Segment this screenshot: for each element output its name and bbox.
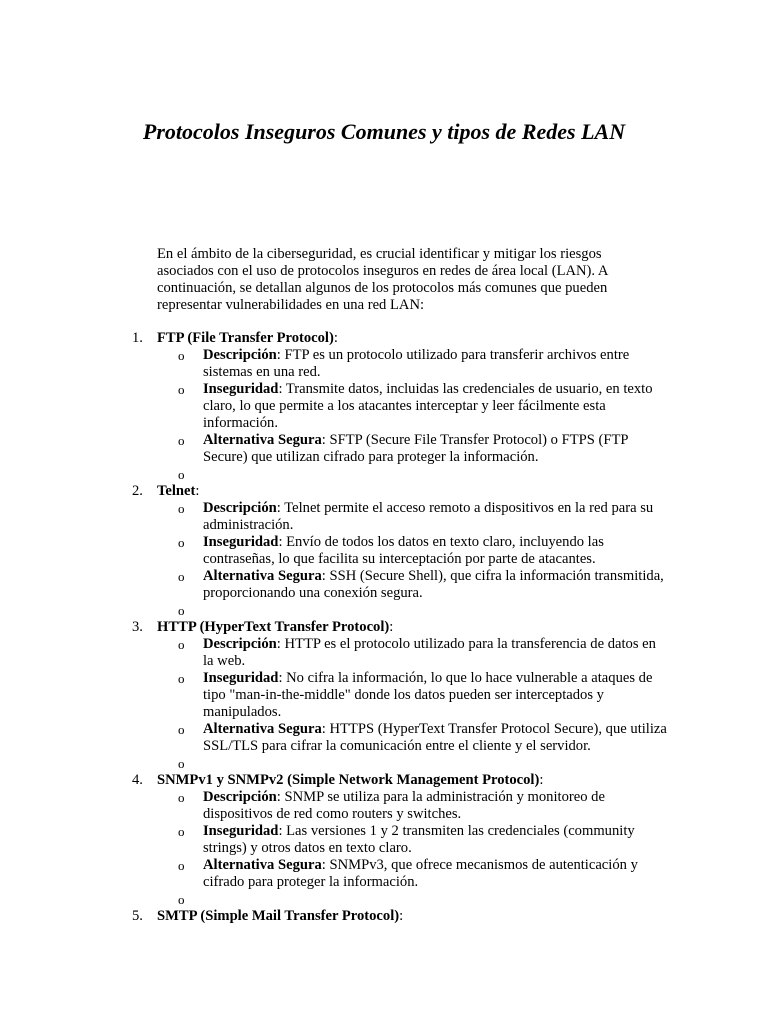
detail-description: [178, 636, 667, 670]
label-alternative: Alternativa Segura: [203, 432, 322, 448]
heading-colon: :: [389, 619, 394, 635]
protocol-heading: [157, 619, 667, 636]
bullet-icon: o: [178, 637, 185, 652]
bullet-icon: o: [178, 569, 185, 584]
label-separator: :: [276, 347, 285, 363]
heading-colon: :: [195, 483, 200, 499]
protocol-list: [132, 330, 667, 925]
bullet-icon: o: [178, 433, 185, 448]
detail-description: [178, 347, 667, 381]
insecurity-text: Las versiones 1 y 2 transmiten las credenciales (community strings) y otros datos en texto claro.: [203, 823, 635, 856]
insecurity-text: Envío de todos los datos en texto claro, incluyendo las contraseñas, lo que facilita su interceptación por parte de atacantes.: [203, 534, 604, 567]
label-insecurity: Inseguridad: [203, 534, 279, 550]
heading-colon: :: [333, 330, 338, 346]
protocol-name: SMTP (Simple Mail Transfer Protocol): [157, 908, 400, 924]
intro-paragraph: En el ámbito de la ciberseguridad, es crucial identificar y mitigar los riesgos asociados con el uso de protocolos inseguros en redes de área local (LAN). A continuación, se detallan algunos de los protocolos más comunes que pueden representar vulnerabilidades en una red LAN:: [157, 246, 608, 313]
protocol-item-telnet: [132, 483, 667, 619]
detail-insecurity: [178, 670, 667, 721]
protocol-number: 3.: [132, 619, 143, 635]
description-text: Telnet permite el acceso remoto a dispositivos en la red para su administración.: [203, 500, 654, 533]
bullet-icon: o: [178, 858, 185, 873]
detail-empty: [178, 602, 667, 619]
protocol-heading: [157, 772, 667, 789]
protocol-item-ftp: [132, 330, 667, 483]
label-description: Descripción: [203, 789, 277, 805]
bullet-icon: o: [178, 790, 185, 805]
label-separator: :: [278, 823, 287, 839]
alternative-text: HTTPS (HyperText Transfer Protocol Secure), que utiliza SSL/TLS para cifrar la comunicación entre el cliente y el servidor.: [203, 721, 667, 754]
page-title: Protocolos Inseguros Comunes y tipos de Redes LAN: [142, 119, 626, 144]
label-alternative: Alternativa Segura: [203, 721, 322, 737]
bullet-icon: o: [178, 671, 185, 686]
protocol-name: FTP (File Transfer Protocol): [157, 330, 334, 346]
detail-empty: [178, 755, 667, 772]
detail-insecurity: [178, 823, 667, 857]
label-insecurity: Inseguridad: [203, 381, 279, 397]
label-insecurity: Inseguridad: [203, 823, 279, 839]
alternative-text: SFTP (Secure File Transfer Protocol) o FTPS (FTP Secure) que utilizan cifrado para proteger la información.: [203, 432, 628, 465]
label-description: Descripción: [203, 347, 277, 363]
description-text: HTTP es el protocolo utilizado para la transferencia de datos en la web.: [203, 636, 656, 669]
label-separator: :: [321, 721, 330, 737]
protocol-heading: [157, 330, 667, 347]
bullet-icon: o: [178, 501, 185, 516]
protocol-name: SNMPv1 y SNMPv2 (Simple Network Management Protocol): [157, 772, 540, 788]
protocol-item-http: [132, 619, 667, 772]
detail-alternative: [178, 721, 667, 755]
protocol-heading: [157, 483, 667, 500]
detail-alternative: [178, 432, 667, 466]
protocol-name: Telnet: [157, 483, 196, 499]
label-separator: :: [276, 636, 285, 652]
protocol-number: 2.: [132, 483, 143, 499]
label-description: Descripción: [203, 500, 277, 516]
detail-insecurity: [178, 534, 667, 568]
detail-alternative: [178, 857, 667, 891]
detail-description: [178, 789, 667, 823]
protocol-number: 5.: [132, 908, 143, 924]
insecurity-text: Transmite datos, incluidas las credenciales de usuario, en texto claro, lo que permite a los atacantes interceptar y leer fácilmente esta información.: [203, 381, 653, 431]
label-separator: :: [321, 857, 330, 873]
label-separator: :: [321, 568, 330, 584]
detail-alternative: [178, 568, 667, 602]
protocol-name: HTTP (HyperText Transfer Protocol): [157, 619, 390, 635]
label-separator: :: [278, 381, 286, 397]
protocol-number: 4.: [132, 772, 143, 788]
detail-empty: [178, 466, 667, 483]
protocol-heading: [157, 908, 667, 925]
protocol-details: [157, 789, 667, 908]
bullet-icon: o: [178, 467, 185, 482]
detail-description: [178, 500, 667, 534]
bullet-icon: o: [178, 756, 185, 771]
protocol-number: 1.: [132, 330, 143, 346]
label-description: Descripción: [203, 636, 277, 652]
bullet-icon: o: [178, 892, 185, 907]
bullet-icon: o: [178, 348, 185, 363]
label-alternative: Alternativa Segura: [203, 568, 322, 584]
protocol-details: [157, 500, 667, 619]
bullet-icon: o: [178, 603, 185, 618]
description-text: FTP es un protocolo utilizado para transferir archivos entre sistemas en una red.: [203, 347, 630, 380]
label-alternative: Alternativa Segura: [203, 857, 322, 873]
description-text: SNMP se utiliza para la administración y monitoreo de dispositivos de red como routers y switches.: [203, 789, 605, 822]
heading-colon: :: [399, 908, 404, 924]
detail-empty: [178, 891, 667, 908]
label-separator: :: [278, 670, 287, 686]
bullet-icon: o: [178, 535, 185, 550]
bullet-icon: o: [178, 382, 185, 397]
label-separator: :: [276, 789, 285, 805]
alternative-text: SNMPv3, que ofrece mecanismos de autenticación y cifrado para proteger la información.: [203, 857, 638, 890]
protocol-details: [157, 347, 667, 483]
bullet-icon: o: [178, 722, 185, 737]
label-separator: :: [278, 534, 287, 550]
alternative-text: SSH (Secure Shell), que cifra la información transmitida, proporcionando una conexión segura.: [203, 568, 664, 601]
label-insecurity: Inseguridad: [203, 670, 279, 686]
heading-colon: :: [539, 772, 544, 788]
protocol-item-smtp: [132, 908, 667, 925]
detail-insecurity: [178, 381, 667, 432]
bullet-icon: o: [178, 824, 185, 839]
insecurity-text: No cifra la información, lo que lo hace vulnerable a ataques de tipo "man-in-the-middle" donde los datos pueden ser interceptados y manipulados.: [203, 670, 653, 720]
protocol-details: [157, 636, 667, 772]
label-separator: :: [321, 432, 330, 448]
label-separator: :: [276, 500, 285, 516]
protocol-item-snmp: [132, 772, 667, 908]
